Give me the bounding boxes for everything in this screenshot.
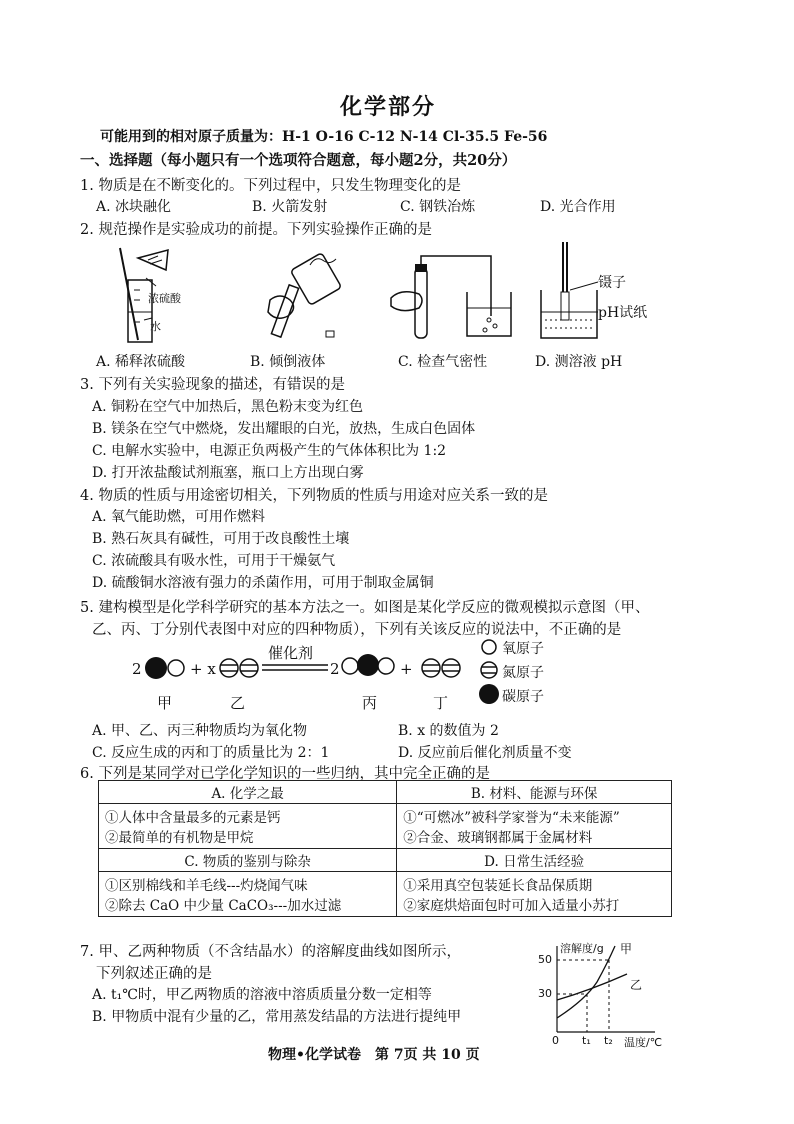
q1-option-a: A. 冰块融化 xyxy=(96,199,172,215)
q5-coef-1: 2 xyxy=(132,660,142,678)
q5-option-c: C. 反应生成的丙和丁的质量比为 2：1 xyxy=(92,745,330,761)
q7-origin: 0 xyxy=(552,1034,559,1047)
q6-head-b: B. 材料、能源与环保 xyxy=(397,781,672,804)
q6-d-row1: ①采用真空包装延长食品保质期 xyxy=(403,878,593,894)
page-footer: 物理•化学试卷 第 7页 共 10 页 xyxy=(268,1047,480,1063)
q6-b-row1: ①“可燃冰”被科学家誉为“未来能源” xyxy=(403,810,620,826)
q2-label-ph-paper: pH试纸 xyxy=(598,305,648,321)
q6-head-a: A. 化学之最 xyxy=(99,781,397,804)
q5-coef-2: 2 xyxy=(330,660,340,678)
q7-ylabel: 溶解度/g xyxy=(560,942,604,955)
q7-t1: t₁ xyxy=(582,1034,591,1047)
q4-option-d: D. 硫酸铜水溶液有强力的杀菌作用，可用于制取金属铜 xyxy=(92,575,434,591)
q6-a-row2: ②最简单的有机物是甲烷 xyxy=(105,830,254,846)
q5-molecule-ding xyxy=(420,656,464,680)
q5-name-yi: 乙 xyxy=(230,694,246,712)
q2-label-water: 水 xyxy=(150,320,161,333)
q6-head-d: D. 日常生活经验 xyxy=(397,849,672,872)
q5-name-ding: 丁 xyxy=(433,694,449,712)
q5-catalyst: 催化剂 xyxy=(268,644,314,662)
q5-option-a: A. 甲、乙、丙三种物质均为氧化物 xyxy=(92,723,308,739)
q7-option-b: B. 甲物质中混有少量的乙，常用蒸发结晶的方法进行提纯甲 xyxy=(92,1009,462,1025)
q5-legend-carbon: 碳原子 xyxy=(502,689,544,705)
page-title: 化学部分 xyxy=(340,95,437,120)
q3-stem: 3. 下列有关实验现象的描述，有错误的是 xyxy=(80,377,345,393)
q3-option-b: B. 镁条在空气中燃烧，发出耀眼的白光，放热，生成白色固体 xyxy=(92,421,476,437)
q6-head-c: C. 物质的鉴别与除杂 xyxy=(99,849,397,872)
q4-option-b: B. 熟石灰具有碱性，可用于改良酸性土壤 xyxy=(92,531,350,547)
q5-molecule-bing xyxy=(340,650,396,680)
q5-option-d: D. 反应前后催化剂质量不变 xyxy=(398,745,572,761)
q6-knowledge-table xyxy=(98,780,672,917)
q2-stem: 2. 规范操作是实验成功的前提。下列实验操作正确的是 xyxy=(80,222,432,238)
q6-c-row2: ②除去 CaO 中少量 CaCO₃---加水过滤 xyxy=(105,898,342,914)
q2-option-a: A. 稀释浓硫酸 xyxy=(96,354,186,370)
q7-stem-line2: 下列叙述正确的是 xyxy=(96,966,212,982)
q5-plus-2: + xyxy=(400,660,413,678)
q5-molecule-jia xyxy=(142,654,190,682)
q7-stem-line1: 7. 甲、乙两种物质（不含结晶水）的溶解度曲线如图所示， xyxy=(80,944,461,960)
q7-t2: t₂ xyxy=(604,1034,613,1047)
q7-y50: 50 xyxy=(538,953,552,966)
q5-legend-nitrogen: 氮原子 xyxy=(502,665,544,681)
q5-legend-oxygen: 氧原子 xyxy=(502,641,544,657)
section-heading: 一、选择题（每小题只有一个选项符合题意，每小题2分，共20分） xyxy=(80,152,517,169)
atomic-mass-line: 可能用到的相对原子质量为：H-1 O-16 C-12 N-14 Cl-35.5 Fe-56 xyxy=(100,129,548,145)
q5-molecule-yi xyxy=(218,656,262,680)
q5-option-b: B. x 的数值为 2 xyxy=(398,723,499,739)
q1-option-d: D. 光合作用 xyxy=(540,199,616,215)
q2-option-d: D. 测溶液 pH xyxy=(535,354,623,370)
q5-stem-line2: 乙、丙、丁分别代表图中对应的四种物质），下列有关该反应的说法中，不正确的是 xyxy=(92,622,622,638)
q5-equals-sign xyxy=(262,664,328,672)
q7-xlabel: 温度/℃ xyxy=(624,1036,663,1049)
q5-legend-icons xyxy=(478,638,500,706)
q5-name-bing: 丙 xyxy=(362,694,378,712)
q6-stem: 6. 下列是某同学对已学化学知识的一些归纳，其中完全正确的是 xyxy=(80,766,490,782)
q2-label-conc-acid: 浓硫酸 xyxy=(148,292,181,305)
q2-leader-lines xyxy=(570,278,600,318)
q2-figure-c xyxy=(385,248,515,348)
q6-a-row1: ①人体中含量最多的元素是钙 xyxy=(105,810,281,826)
q7-curve-yi: 乙 xyxy=(630,978,643,992)
q2-option-c: C. 检查气密性 xyxy=(398,354,488,370)
q6-cell-a xyxy=(99,804,397,849)
q3-option-d: D. 打开浓盐酸试剂瓶塞，瓶口上方出现白雾 xyxy=(92,465,364,481)
q7-y30: 30 xyxy=(538,987,552,1000)
q6-c-row1: ①区别棉线和羊毛线---灼烧闻气味 xyxy=(105,878,308,894)
q5-name-jia: 甲 xyxy=(157,694,173,712)
q5-stem-line1: 5. 建构模型是化学科学研究的基本方法之一。如图是某化学反应的微观模拟示意图（甲、 xyxy=(80,600,650,616)
q6-cell-c xyxy=(99,872,397,917)
q2-label-tweezers: 镊子 xyxy=(598,275,626,291)
q4-option-a: A. 氧气能助燃，可用作燃料 xyxy=(92,509,266,525)
q4-option-c: C. 浓硫酸具有吸水性，可用于干燥氨气 xyxy=(92,553,336,569)
q7-option-a: A. t₁℃时，甲乙两物质的溶液中溶质质量分数一定相等 xyxy=(92,987,432,1003)
q6-cell-b xyxy=(397,804,672,849)
q3-option-c: C. 电解水实验中，电源正负两极产生的气体体积比为 1:2 xyxy=(92,443,447,459)
q7-curve-jia: 甲 xyxy=(620,942,633,956)
q3-option-a: A. 铜粉在空气中加热后，黑色粉末变为红色 xyxy=(92,399,364,415)
q6-b-row2: ②合金、玻璃钢都属于金属材料 xyxy=(403,830,593,846)
q1-option-c: C. 钢铁冶炼 xyxy=(400,199,476,215)
q2-figure-b xyxy=(250,245,360,345)
q5-plus-x: + x xyxy=(190,660,216,678)
q4-stem: 4. 物质的性质与用途密切相关，下列物质的性质与用途对应关系一致的是 xyxy=(80,488,548,504)
q6-cell-d xyxy=(397,872,672,917)
q2-option-b: B. 倾倒液体 xyxy=(250,354,326,370)
q1-option-b: B. 火箭发射 xyxy=(252,199,328,215)
q7-solubility-graph xyxy=(535,940,675,1040)
q6-d-row2: ②家庭烘焙面包时可加入适量小苏打 xyxy=(403,898,620,914)
q1-stem: 1. 物质是在不断变化的。下列过程中，只发生物理变化的是 xyxy=(80,178,461,194)
